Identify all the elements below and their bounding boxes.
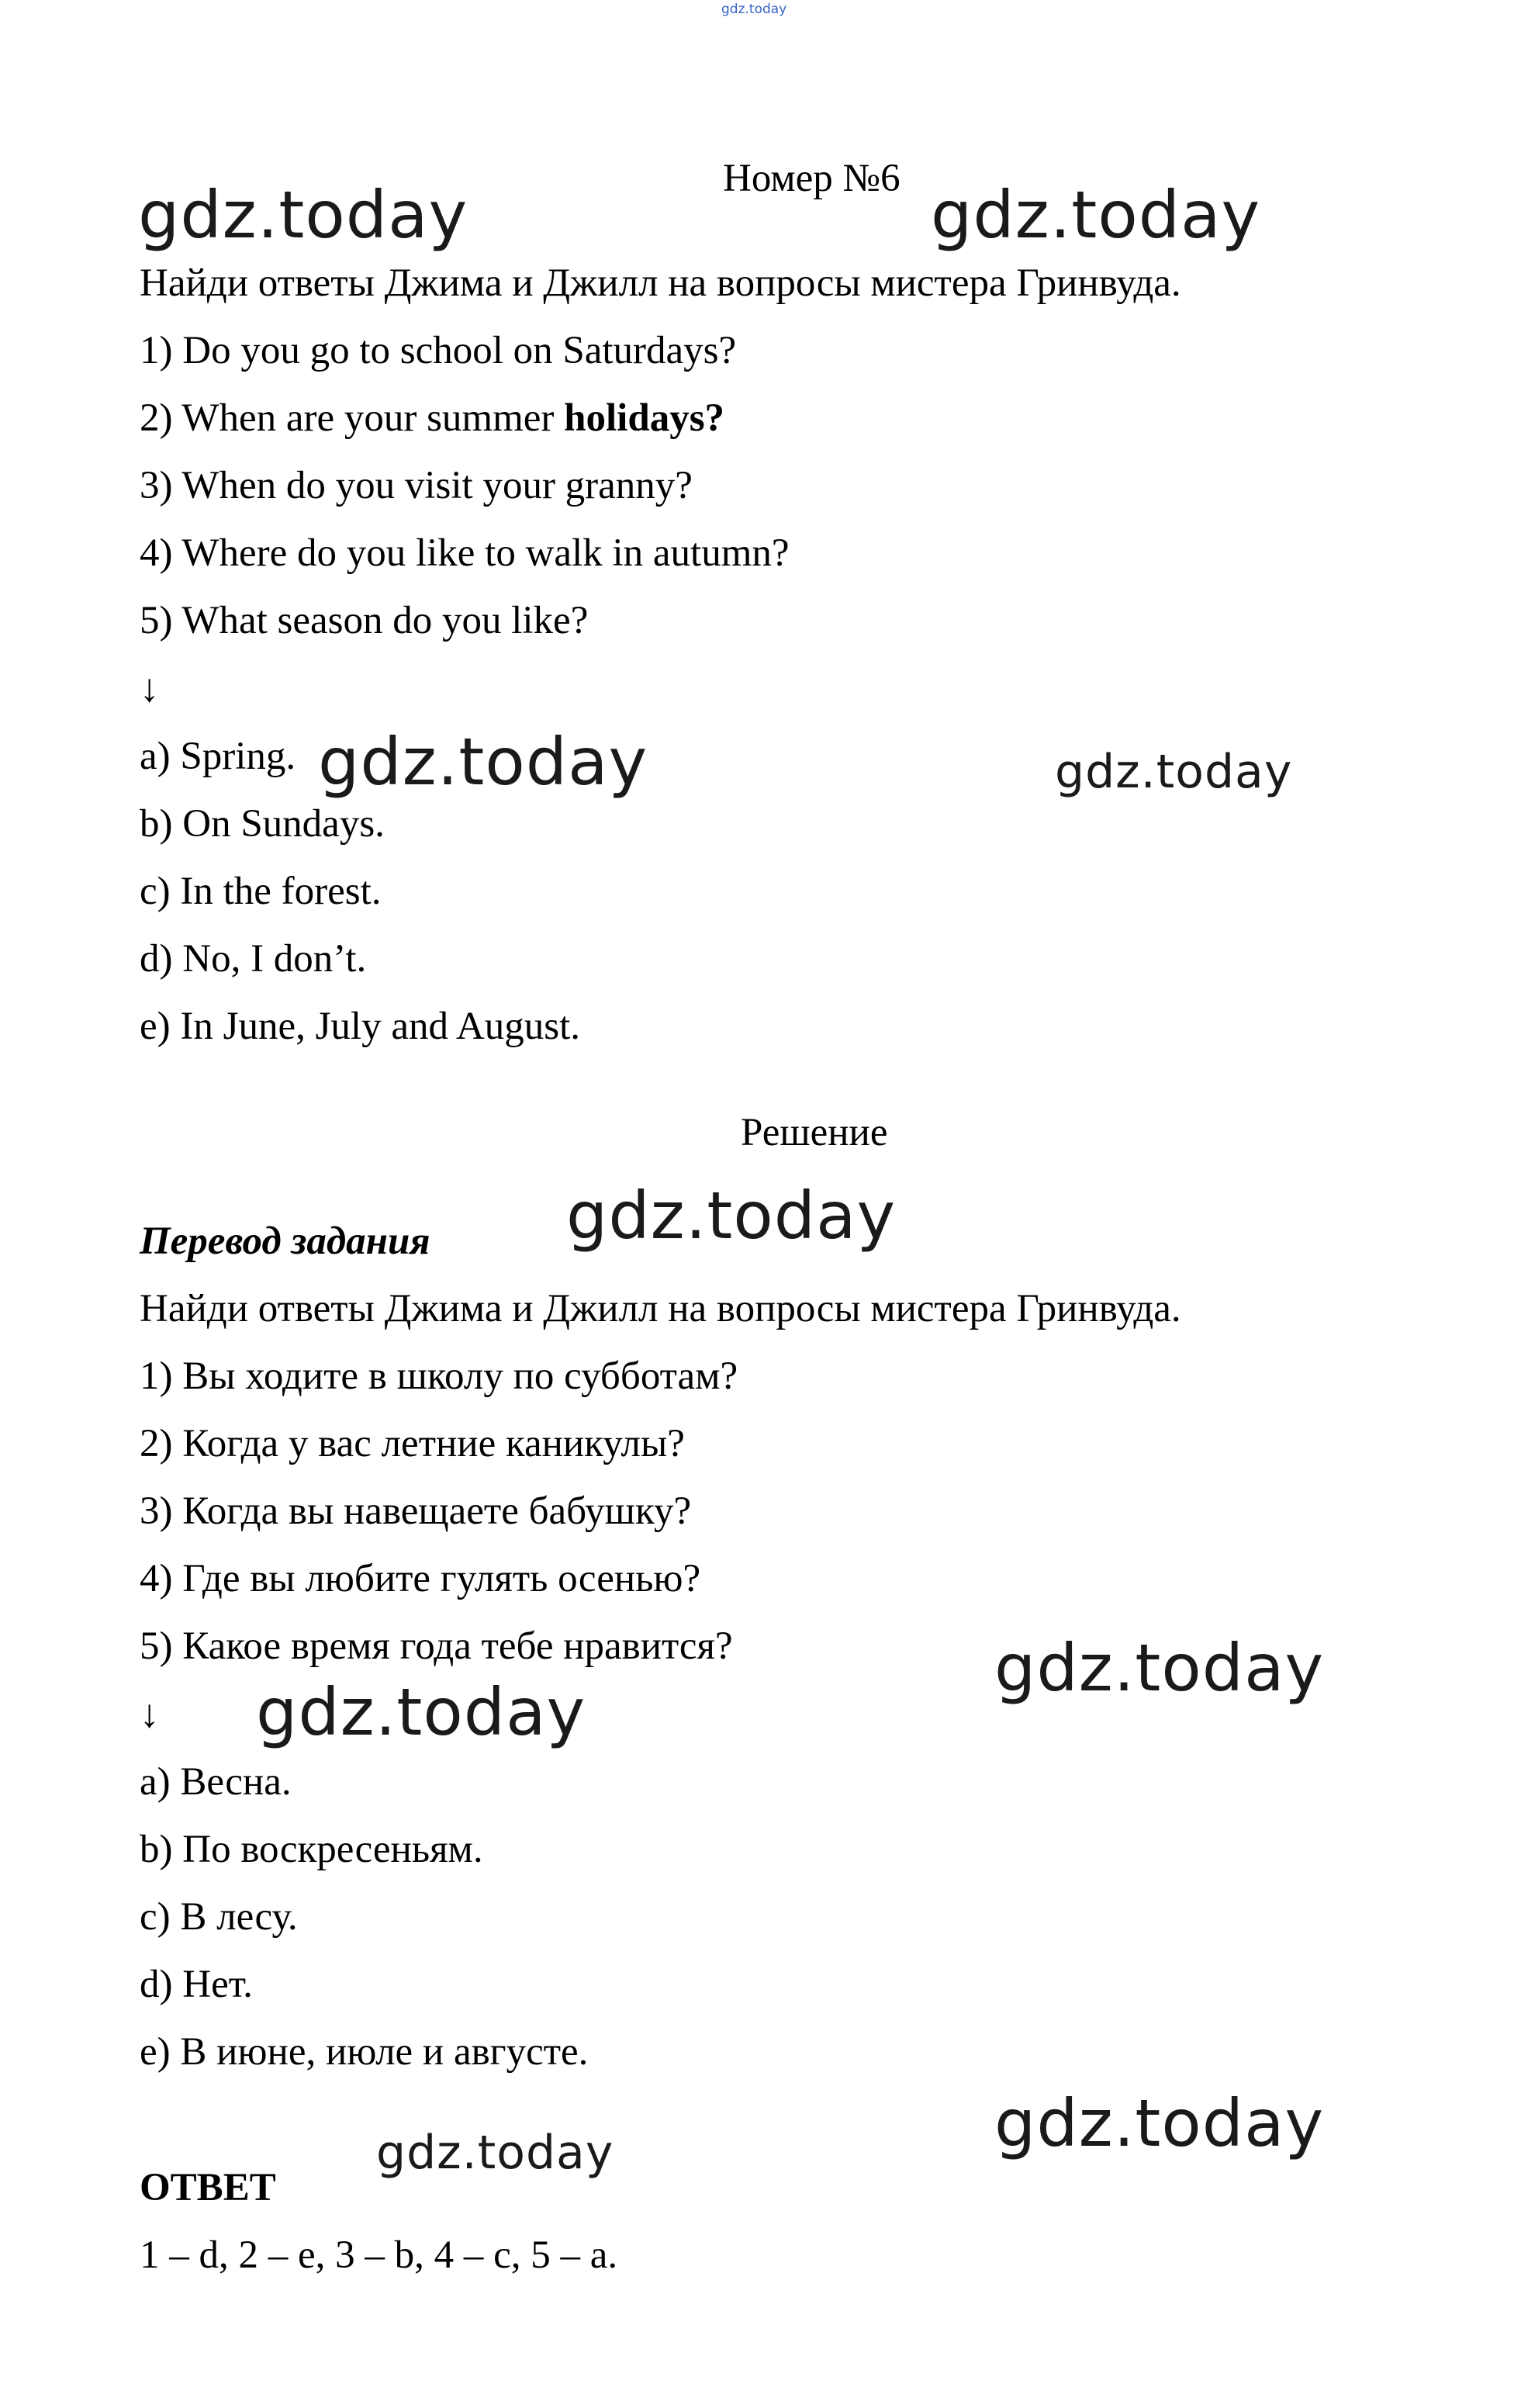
watermark-logo: gdz.today [256,1674,586,1750]
watermark-logo: gdz.today [1055,745,1293,799]
translation-down-arrow: ↓ [140,1693,160,1736]
question-4: 4) Where do you like to walk in autumn? [140,531,790,575]
question-5: 5) What season do you like? [140,599,589,642]
question-2-bold: holidays? [564,396,725,440]
answer-e: e) In June, July and August. [140,1005,581,1048]
watermark-logo: gdz.today [318,724,648,800]
translation-answer-d: d) Нет. [140,1963,253,2006]
top-watermark: gdz.today [721,2,787,17]
page-title: Номер №6 [723,157,901,200]
translation-instruction: Найди ответы Джима и Джилл на вопросы мистера Гринвуда. [140,1287,1181,1330]
translation-question-2: 2) Когда у вас летние каникулы? [140,1422,685,1465]
translation-answer-e: e) В июне, июле и августе. [140,2030,589,2074]
question-1: 1) Do you go to school on Saturdays? [140,329,737,372]
task-instruction: Найди ответы Джима и Джилл на вопросы мистера Гринвуда. [140,261,1181,305]
question-2 [140,395,724,441]
watermark-logo: gdz.today [994,1630,1325,1706]
question-3: 3) When do you visit your granny? [140,464,693,507]
question-2-text: 2) When are your summer [140,396,565,440]
solution-heading: Решение [741,1111,888,1154]
watermark-logo: gdz.today [138,177,468,253]
watermark-logo: gdz.today [994,2085,1325,2161]
translation-question-3: 3) Когда вы навещаете бабушку? [140,1489,692,1533]
down-arrow: ↓ [140,667,160,711]
translation-question-1: 1) Вы ходите в школу по субботам? [140,1354,738,1398]
answer-a: a) Spring. [140,735,296,778]
translation-answer-c: c) В лесу. [140,1895,298,1939]
answer-b: b) On Sundays. [140,802,385,846]
watermark-logo: gdz.today [931,177,1261,253]
watermark-logo: gdz.today [566,1178,897,1254]
translation-question-4: 4) Где вы любите гулять осенью? [140,1557,701,1600]
translation-question-5: 5) Какое время года тебе нравится? [140,1624,733,1668]
answer-c: c) In the forest. [140,870,382,913]
translation-heading: Перевод задания [140,1220,430,1263]
translation-answer-b: b) По воскресеньям. [140,1828,483,1871]
answer-d: d) No, I don’t. [140,937,367,981]
watermark-logo: gdz.today [376,2126,614,2180]
translation-answer-a: a) Весна. [140,1760,292,1804]
answer-text: 1 – d, 2 – e, 3 – b, 4 – c, 5 – a. [140,2233,618,2277]
answer-heading: ОТВЕТ [140,2166,276,2209]
